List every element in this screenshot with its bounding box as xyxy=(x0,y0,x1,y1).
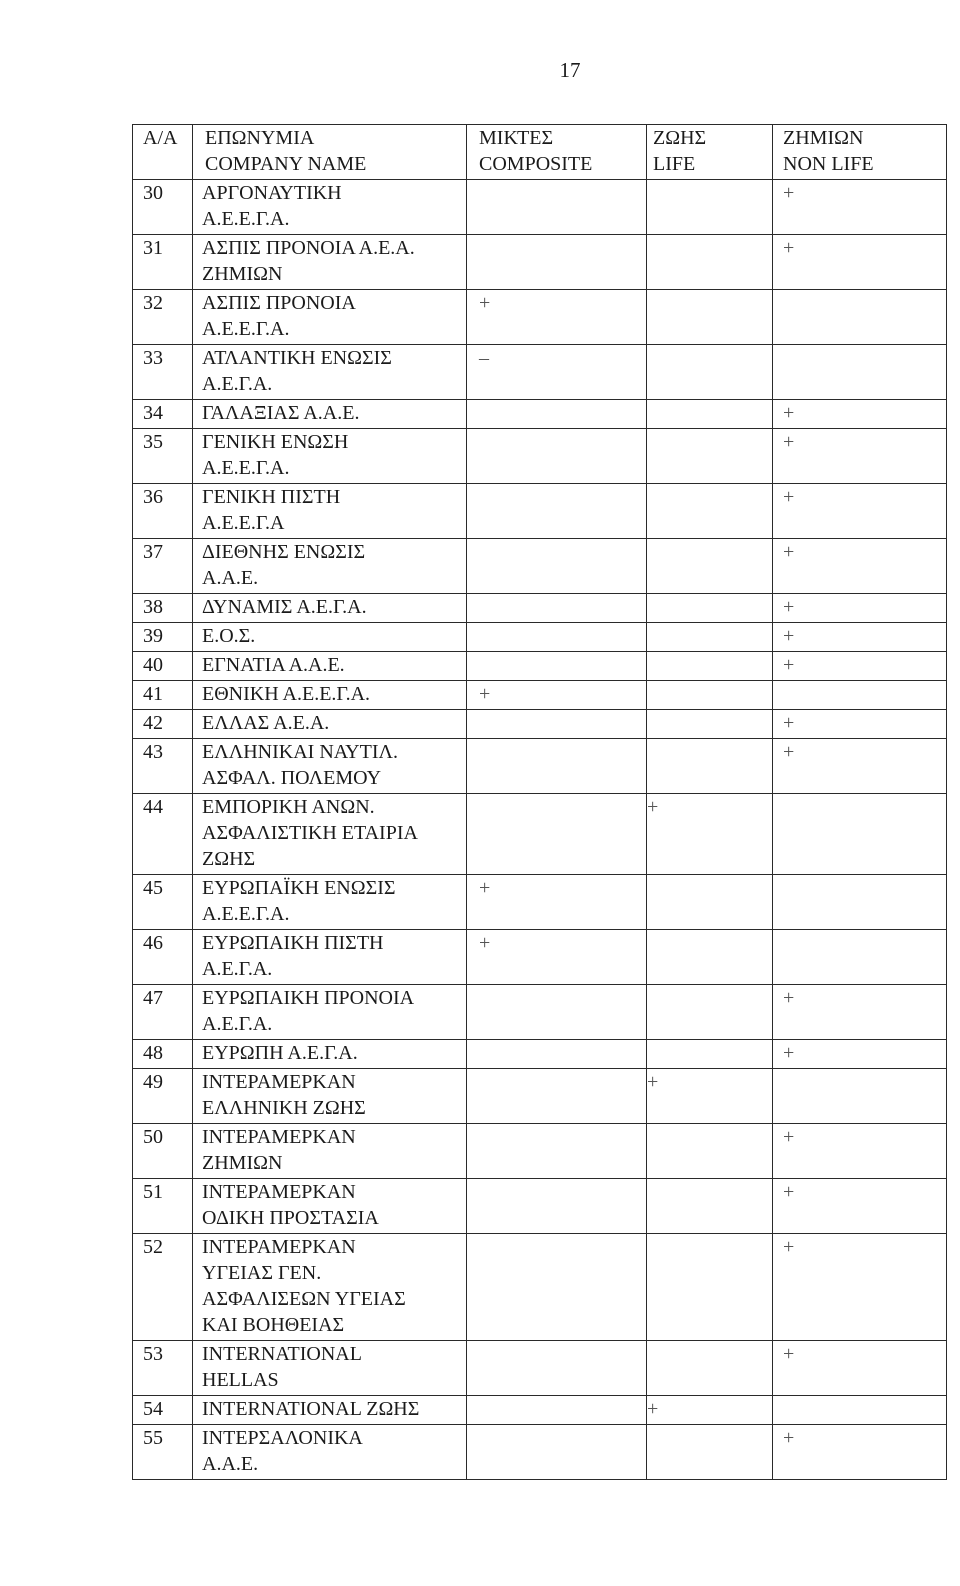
header-company-name xyxy=(193,125,467,180)
company-name xyxy=(193,930,467,985)
table-row xyxy=(133,539,947,594)
row-number: 47 xyxy=(133,985,193,1040)
company-name-line: ΕΜΠΟΡΙΚΗ ΑΝΩΝ. xyxy=(202,796,375,818)
table-row xyxy=(133,1179,947,1234)
composite-mark: – xyxy=(467,345,647,400)
header-life xyxy=(647,125,773,180)
table-row xyxy=(133,930,947,985)
life-mark xyxy=(647,290,773,345)
table-row xyxy=(133,484,947,539)
company-name-line: ΙΝΤΕΡΑΜΕΡΚΑΝ xyxy=(202,1126,356,1148)
header-nonlife xyxy=(773,125,947,180)
header-composite xyxy=(467,125,647,180)
row-number: 40 xyxy=(133,652,193,681)
row-number: 51 xyxy=(133,1179,193,1234)
row-number: 45 xyxy=(133,875,193,930)
table-row xyxy=(133,1234,947,1341)
table-row xyxy=(133,623,947,652)
table-row xyxy=(133,429,947,484)
composite-mark xyxy=(467,235,647,290)
composite-mark xyxy=(467,794,647,875)
composite-mark xyxy=(467,594,647,623)
table-row xyxy=(133,681,947,710)
company-name-line: ΑΣΦΑΛ. ΠΟΛΕΜΟΥ xyxy=(202,767,382,789)
life-mark xyxy=(647,623,773,652)
life-mark xyxy=(647,484,773,539)
nonlife-mark: + xyxy=(773,400,947,429)
company-name-line: ΕΘΝΙΚΗ Α.Ε.Ε.Γ.Α. xyxy=(202,683,371,705)
life-mark xyxy=(647,594,773,623)
table-row xyxy=(133,1040,947,1069)
composite-mark xyxy=(467,652,647,681)
composite-mark xyxy=(467,429,647,484)
company-name-line: ΙΝΤΕΡΣΑΛΟΝΙΚΑ xyxy=(202,1427,363,1449)
nonlife-mark xyxy=(773,1396,947,1425)
nonlife-mark: + xyxy=(773,1234,947,1341)
table-row xyxy=(133,875,947,930)
company-name-line: ΕΓΝΑΤΙΑ Α.Α.Ε. xyxy=(202,654,345,676)
nonlife-mark xyxy=(773,290,947,345)
life-mark xyxy=(647,539,773,594)
composite-mark xyxy=(467,710,647,739)
nonlife-mark: + xyxy=(773,429,947,484)
nonlife-mark: + xyxy=(773,1179,947,1234)
company-name-line: ΕΥΡΩΠΗ Α.Ε.Γ.Α. xyxy=(202,1042,358,1064)
life-mark xyxy=(647,1124,773,1179)
company-name xyxy=(193,539,467,594)
company-name-line: ΔΙΕΘΝΗΣ ΕΝΩΣΙΣ xyxy=(202,541,366,563)
company-name-line: ΓΕΝΙΚΗ ΕΝΩΣΗ xyxy=(202,431,349,453)
nonlife-mark: + xyxy=(773,180,947,235)
company-name-line: ΑΣΠΙΣ ΠΡΟΝΟΙΑ xyxy=(202,292,356,314)
life-mark xyxy=(647,1179,773,1234)
row-number: 33 xyxy=(133,345,193,400)
row-number: 50 xyxy=(133,1124,193,1179)
company-name-line: Α.Ε.Ε.Γ.Α. xyxy=(202,457,290,479)
composite-mark xyxy=(467,1396,647,1425)
table-row xyxy=(133,290,947,345)
table-row xyxy=(133,1396,947,1425)
table-row xyxy=(133,1425,947,1480)
company-name xyxy=(193,875,467,930)
composite-mark xyxy=(467,739,647,794)
table-row xyxy=(133,739,947,794)
life-mark: + xyxy=(647,794,773,875)
composite-mark xyxy=(467,1124,647,1179)
composite-mark xyxy=(467,985,647,1040)
company-name-line: ΙΝΤΕΡΑΜΕΡΚΑΝ xyxy=(202,1236,356,1258)
table-row xyxy=(133,345,947,400)
header-composite-gr: ΜΙΚΤΕΣ xyxy=(479,127,554,149)
nonlife-mark: + xyxy=(773,623,947,652)
nonlife-mark: + xyxy=(773,1040,947,1069)
composite-mark xyxy=(467,1234,647,1341)
company-name xyxy=(193,1069,467,1124)
life-mark xyxy=(647,400,773,429)
company-name-line: ΔΥΝΑΜΙΣ Α.Ε.Γ.Α. xyxy=(202,596,367,618)
company-name-line: HELLAS xyxy=(202,1369,279,1391)
table-row xyxy=(133,400,947,429)
row-number: 44 xyxy=(133,794,193,875)
company-name-line: ΙΝΤΕΡΑΜΕΡΚΑΝ xyxy=(202,1181,356,1203)
life-mark xyxy=(647,345,773,400)
company-name xyxy=(193,1234,467,1341)
nonlife-mark: + xyxy=(773,1124,947,1179)
composite-mark: + xyxy=(467,930,647,985)
composite-mark xyxy=(467,1179,647,1234)
life-mark xyxy=(647,1234,773,1341)
table-row xyxy=(133,1069,947,1124)
company-name-line: Α.Ε.Γ.Α. xyxy=(202,373,273,395)
company-name-line: Α.Ε.Γ.Α. xyxy=(202,1013,273,1035)
company-name xyxy=(193,290,467,345)
company-name-line: Α.Α.Ε. xyxy=(202,1453,259,1475)
company-name-line: ΖΗΜΙΩΝ xyxy=(202,1152,283,1174)
row-number: 36 xyxy=(133,484,193,539)
header-nonlife-en: NON LIFE xyxy=(783,153,874,175)
table-row xyxy=(133,1124,947,1179)
row-number: 30 xyxy=(133,180,193,235)
composite-mark xyxy=(467,180,647,235)
company-name xyxy=(193,652,467,681)
life-mark xyxy=(647,652,773,681)
life-mark: + xyxy=(647,1396,773,1425)
company-name-line: ΕΛΛΑΣ Α.Ε.Α. xyxy=(202,712,330,734)
nonlife-mark: + xyxy=(773,710,947,739)
company-name xyxy=(193,429,467,484)
nonlife-mark: + xyxy=(773,1341,947,1396)
nonlife-mark: + xyxy=(773,484,947,539)
company-name xyxy=(193,594,467,623)
company-name-line: ΕΥΡΩΠΑΙΚΗ ΠΡΟΝΟΙΑ xyxy=(202,987,415,1009)
nonlife-mark xyxy=(773,875,947,930)
composite-mark xyxy=(467,1069,647,1124)
company-name-line: ΑΤΛΑΝΤΙΚΗ ΕΝΩΣΙΣ xyxy=(202,347,392,369)
company-name xyxy=(193,180,467,235)
row-number: 42 xyxy=(133,710,193,739)
row-number: 35 xyxy=(133,429,193,484)
composite-mark xyxy=(467,400,647,429)
company-name xyxy=(193,681,467,710)
company-name-line: ΕΥΡΩΠΑΪΚΗ ΕΝΩΣΙΣ xyxy=(202,877,396,899)
header-company-name-en: COMPANY NAME xyxy=(205,153,367,175)
life-mark xyxy=(647,710,773,739)
company-name-line: Α.Ε.Ε.Γ.Α. xyxy=(202,903,290,925)
row-number: 34 xyxy=(133,400,193,429)
company-name-line: ΙΝΤΕΡΑΜΕΡΚΑΝ xyxy=(202,1071,356,1093)
life-mark xyxy=(647,739,773,794)
company-name xyxy=(193,794,467,875)
company-name-line: ΟΔΙΚΗ ΠΡΟΣΤΑΣΙΑ xyxy=(202,1207,379,1229)
company-name xyxy=(193,400,467,429)
company-name xyxy=(193,739,467,794)
table-row xyxy=(133,794,947,875)
header-company-name-gr: ΕΠΩΝΥΜΙΑ xyxy=(205,127,315,149)
row-number: 31 xyxy=(133,235,193,290)
composite-mark xyxy=(467,1341,647,1396)
company-name xyxy=(193,985,467,1040)
company-name-line: ΑΡΓΟΝΑΥΤΙΚΗ xyxy=(202,182,342,204)
table-body xyxy=(133,180,947,1480)
row-number: 53 xyxy=(133,1341,193,1396)
life-mark xyxy=(647,1040,773,1069)
company-name-line: ΓΑΛΑΞΙΑΣ Α.Α.Ε. xyxy=(202,402,360,424)
company-name xyxy=(193,484,467,539)
header-composite-en: COMPOSITE xyxy=(479,153,593,175)
company-name-line: ΕΥΡΩΠΑΙΚΗ ΠΙΣΤΗ xyxy=(202,932,384,954)
company-name xyxy=(193,1341,467,1396)
row-number: 48 xyxy=(133,1040,193,1069)
life-mark xyxy=(647,180,773,235)
table-row xyxy=(133,235,947,290)
company-name xyxy=(193,235,467,290)
company-name-line: ΑΣΦΑΛΙΣΕΩΝ ΥΓΕΙΑΣ xyxy=(202,1288,406,1310)
company-name xyxy=(193,1396,467,1425)
company-name-line: Α.Ε.Ε.Γ.Α. xyxy=(202,208,290,230)
nonlife-mark: + xyxy=(773,539,947,594)
nonlife-mark xyxy=(773,681,947,710)
composite-mark xyxy=(467,1425,647,1480)
row-number: 46 xyxy=(133,930,193,985)
company-name xyxy=(193,710,467,739)
life-mark xyxy=(647,429,773,484)
company-name-line: Ε.Ο.Σ. xyxy=(202,625,256,647)
header-life-en: LIFE xyxy=(653,153,696,175)
life-mark xyxy=(647,930,773,985)
row-number: 43 xyxy=(133,739,193,794)
company-name-line: ΥΓΕΙΑΣ ΓΕΝ. xyxy=(202,1262,322,1284)
company-name xyxy=(193,623,467,652)
table-row xyxy=(133,652,947,681)
company-name-line: Α.Ε.Γ.Α. xyxy=(202,958,273,980)
table-row xyxy=(133,180,947,235)
header-life-gr: ΖΩΗΣ xyxy=(653,127,707,149)
table-header-row xyxy=(133,125,947,180)
company-name-line: ΖΩΗΣ xyxy=(202,848,256,870)
row-number: 49 xyxy=(133,1069,193,1124)
company-name-line: ΓΕΝΙΚΗ ΠΙΣΤΗ xyxy=(202,486,341,508)
row-number: 39 xyxy=(133,623,193,652)
nonlife-mark xyxy=(773,1069,947,1124)
company-name xyxy=(193,1040,467,1069)
life-mark xyxy=(647,985,773,1040)
life-mark xyxy=(647,875,773,930)
nonlife-mark: + xyxy=(773,739,947,794)
row-number: 41 xyxy=(133,681,193,710)
row-number: 55 xyxy=(133,1425,193,1480)
composite-mark xyxy=(467,484,647,539)
page-number: 17 xyxy=(559,58,581,82)
company-name xyxy=(193,1179,467,1234)
composite-mark xyxy=(467,1040,647,1069)
row-number: 37 xyxy=(133,539,193,594)
row-number: 54 xyxy=(133,1396,193,1425)
life-mark: + xyxy=(647,1069,773,1124)
nonlife-mark: + xyxy=(773,594,947,623)
nonlife-mark xyxy=(773,794,947,875)
company-name-line: ΑΣΠΙΣ ΠΡΟΝΟΙΑ Α.Ε.Α. xyxy=(202,237,415,259)
header-aa: Α/Α xyxy=(133,125,193,180)
company-name-line: ΑΣΦΑΛΙΣΤΙΚΗ ΕΤΑΙΡΙΑ xyxy=(202,822,418,844)
composite-mark: + xyxy=(467,875,647,930)
composite-mark xyxy=(467,623,647,652)
company-name-line: ΕΛΛΗΝΙΚΑΙ ΝΑΥΤΙΛ. xyxy=(202,741,398,763)
life-mark xyxy=(647,681,773,710)
company-name-line: Α.Ε.Ε.Γ.Α xyxy=(202,512,285,534)
company-name-line: ΖΗΜΙΩΝ xyxy=(202,263,283,285)
nonlife-mark: + xyxy=(773,652,947,681)
nonlife-mark: + xyxy=(773,235,947,290)
table-row xyxy=(133,594,947,623)
table-row xyxy=(133,1341,947,1396)
company-name xyxy=(193,1425,467,1480)
header-nonlife-gr: ΖΗΜΙΩΝ xyxy=(783,127,864,149)
insurance-companies-table xyxy=(132,124,947,1480)
life-mark xyxy=(647,1425,773,1480)
table-row xyxy=(133,985,947,1040)
life-mark xyxy=(647,1341,773,1396)
composite-mark: + xyxy=(467,290,647,345)
company-name-line: INTERNATIONAL xyxy=(202,1343,362,1365)
nonlife-mark: + xyxy=(773,1425,947,1480)
company-name xyxy=(193,1124,467,1179)
row-number: 52 xyxy=(133,1234,193,1341)
nonlife-mark: + xyxy=(773,985,947,1040)
table-row xyxy=(133,710,947,739)
company-name-line: INTERNATIONAL ΖΩΗΣ xyxy=(202,1398,420,1420)
row-number: 38 xyxy=(133,594,193,623)
company-name-line: Α.Ε.Ε.Γ.Α. xyxy=(202,318,290,340)
nonlife-mark xyxy=(773,930,947,985)
life-mark xyxy=(647,235,773,290)
composite-mark: + xyxy=(467,681,647,710)
nonlife-mark xyxy=(773,345,947,400)
company-name-line: ΚΑΙ ΒΟΗΘΕΙΑΣ xyxy=(202,1314,345,1336)
row-number: 32 xyxy=(133,290,193,345)
company-name xyxy=(193,345,467,400)
company-name-line: Α.Α.Ε. xyxy=(202,567,259,589)
composite-mark xyxy=(467,539,647,594)
company-name-line: ΕΛΛΗΝΙΚΗ ΖΩΗΣ xyxy=(202,1097,366,1119)
